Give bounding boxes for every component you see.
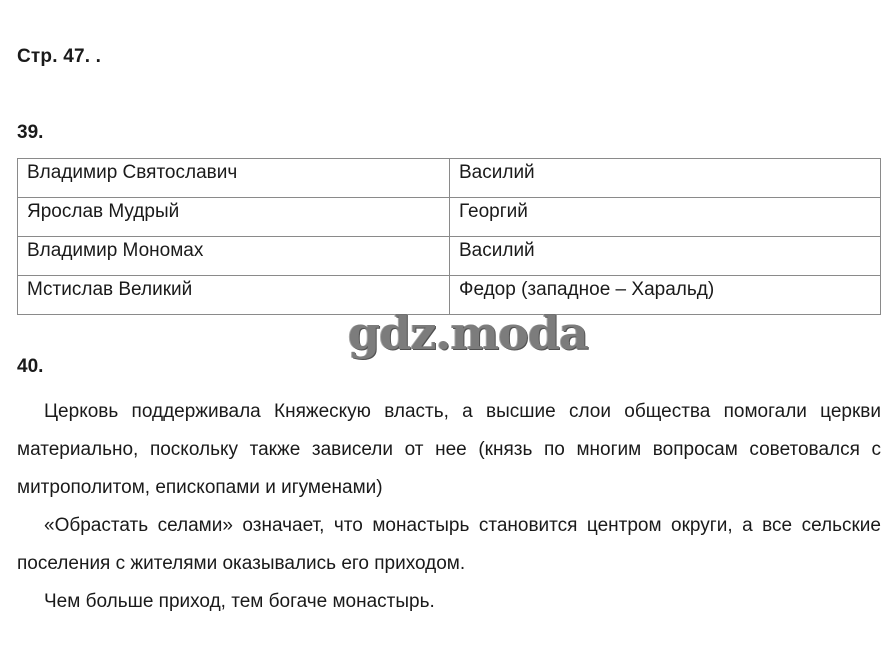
table-row	[18, 159, 881, 198]
answer-paragraph: Чем больше приход, тем богаче монастырь.	[44, 591, 435, 612]
watermark-logo: gdz.moda	[348, 306, 588, 360]
task-40-answer	[17, 393, 881, 621]
table-cell-prince: Владимир Мономах	[18, 237, 450, 276]
answer-paragraph: «Обрастать селами» означает, что монастырь становится центром округи, а все сельские поселения с жителями оказывались его приходом.	[17, 515, 881, 574]
table-cell-prince: Ярослав Мудрый	[18, 198, 450, 237]
table-cell-baptismal-name: Георгий	[450, 198, 881, 237]
table-cell-prince: Мстислав Великий	[18, 276, 450, 315]
names-table	[17, 158, 881, 315]
table-cell-baptismal-name: Василий	[450, 159, 881, 198]
task-39-number: 39.	[17, 122, 44, 143]
table-cell-prince: Владимир Святославич	[18, 159, 450, 198]
page-header: Стр. 47. .	[17, 46, 102, 67]
table-cell-baptismal-name: Василий	[450, 237, 881, 276]
answer-paragraph: Церковь поддерживала Княжескую власть, а высшие слои общества помогали церкви материально, поскольку также зависели от нее (князь по многим вопросам советовался с митрополитом, епископами и игуменами)	[17, 401, 881, 498]
task-40-number: 40.	[17, 356, 44, 377]
table-row	[18, 237, 881, 276]
table-cell-baptismal-name: Федор (западное – Харальд)	[450, 276, 881, 315]
table-row	[18, 198, 881, 237]
